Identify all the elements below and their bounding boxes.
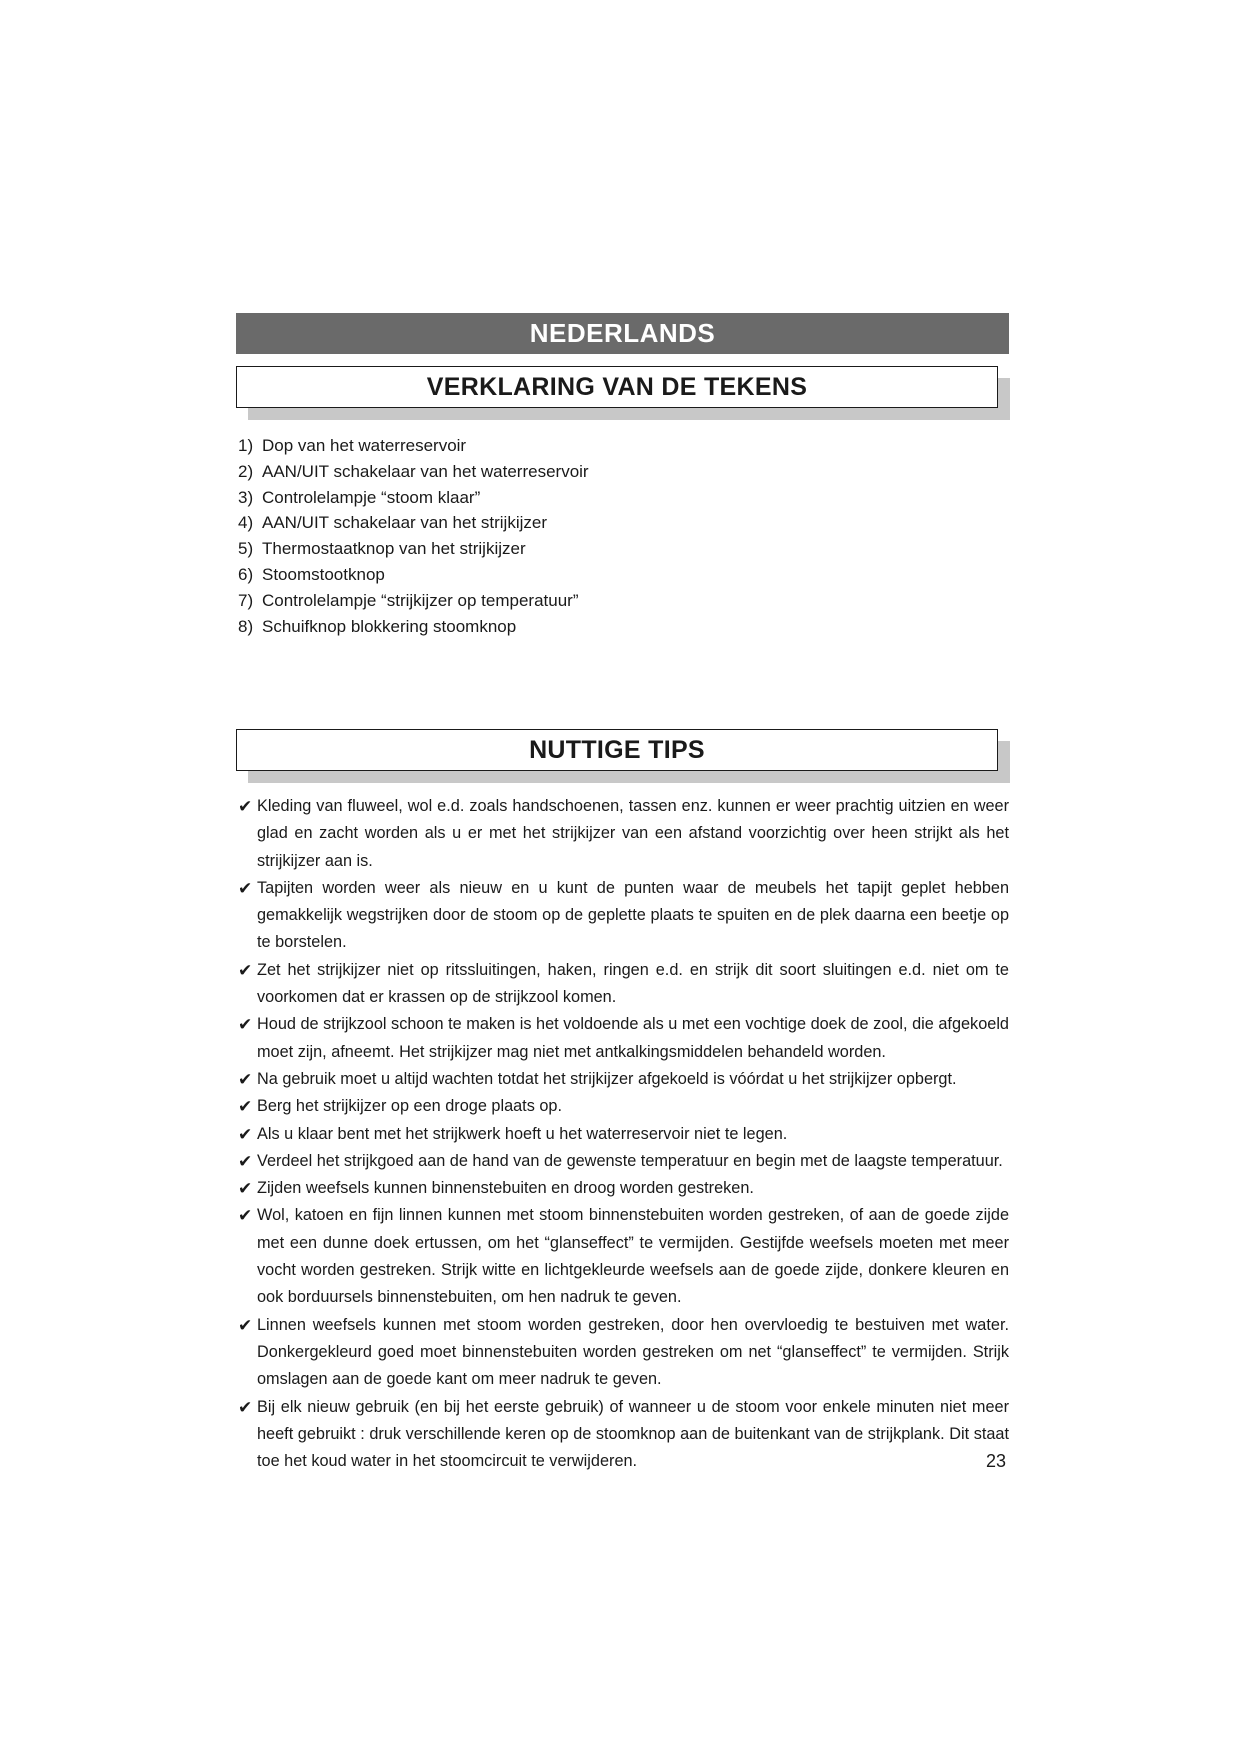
- symbol-item: [238, 588, 589, 614]
- symbol-number: 7): [238, 590, 254, 610]
- tip-item: [238, 1121, 1009, 1148]
- tip-text: Na gebruik moet u altijd wachten totdat het strijkijzer afgekoeld is vóórdat u het strijkijzer opbergt.: [257, 1069, 957, 1088]
- tips-heading-title: NUTTIGE TIPS: [236, 729, 998, 771]
- symbol-item: [238, 562, 589, 588]
- check-mark-icon: ✔: [238, 1015, 253, 1035]
- tip-item: [238, 1066, 1009, 1093]
- symbol-number: 1): [238, 436, 254, 455]
- symbol-number: 6): [238, 564, 254, 584]
- tip-text: Kleding van fluweel, wol e.d. zoals handschoenen, tassen enz. kunnen er weer prachtig uitzien en weer glad en zacht worden als u er met het strijkijzer van een afstand voorzichtig over heen strijkt als het strijkijzer aan is.: [257, 797, 1009, 870]
- tip-item: [238, 957, 1009, 1012]
- symbol-number: 8): [238, 616, 254, 636]
- tip-text: Linnen weefsels kunnen met stoom worden gestreken, door hen overvloedig te bestuiven met water. Donkergekleurd goed moet binnenstebuiten worden gestreken om net “glanseffect” te vermijden. Strijk omslagen aan de goede kant om meer nadruk te geven.: [257, 1315, 1009, 1389]
- tip-text: Houd de strijkzool schoon te maken is het voldoende als u met een vochtige doek de zool, die afgekoeld moet zijn, afneemt. Het strijkijzer mag niet met antkalkingsmiddelen behandeld worden.: [257, 1015, 1009, 1061]
- symbol-label: Thermostaatknop van het strijkijzer: [262, 539, 526, 559]
- check-mark-icon: ✔: [238, 1179, 253, 1199]
- symbols-list: [238, 433, 589, 639]
- tips-heading: [236, 729, 998, 771]
- tip-item: [238, 1394, 1009, 1476]
- symbol-label: Controlelampje “stoom klaar”: [262, 487, 481, 507]
- check-mark-icon: ✔: [238, 960, 253, 980]
- symbols-heading: [236, 366, 998, 408]
- language-banner: NEDERLANDS: [236, 313, 1009, 354]
- tip-item: [238, 793, 1009, 875]
- check-mark-icon: ✔: [238, 1069, 253, 1089]
- tip-text: Zijden weefsels kunnen binnenstebuiten en droog worden gestreken.: [257, 1179, 754, 1198]
- tip-text: Verdeel het strijkgoed aan de hand van de gewenste temperatuur en begin met de laagste temperatuur.: [257, 1151, 1003, 1170]
- page-number: 23: [986, 1451, 1007, 1471]
- check-mark-icon: ✔: [238, 1315, 253, 1335]
- symbol-label: Stoomstootknop: [262, 564, 385, 584]
- tip-text: Als u klaar bent met het strijkwerk hoeft u het waterreservoir niet te legen.: [257, 1124, 788, 1143]
- symbol-label: AAN/UIT schakelaar van het strijkijzer: [262, 513, 548, 533]
- tip-text: Bij elk nieuw gebruik (en bij het eerste gebruik) of wanneer u de stoom voor enkele minuten niet meer heeft gebruikt : druk verschillende keren op de stoomknop aan de buitenkant van de strijkplank. Dit staat toe het koud water in het stoomcircuit te verwijderen.: [257, 1397, 1009, 1471]
- symbol-number: 5): [238, 539, 254, 559]
- symbol-number: 2): [238, 461, 254, 481]
- tip-item: [238, 875, 1009, 957]
- check-mark-icon: ✔: [238, 1097, 253, 1117]
- symbol-label: Controlelampje “strijkijzer op temperatuur”: [262, 590, 579, 610]
- tip-text: Wol, katoen en fijn linnen kunnen met stoom binnenstebuiten worden gestreken, of aan de goede zijde met een dunne doek ertussen, om het “glanseffect” te vermijden. Gestijfde weefsels moeten met meer vocht worden gestreken. Strijk witte en lichtgekleurde weefsels aan de goede zijde, donkere kleuren en ook borduursels binnenstebuiten, om hen nadruk te geven.: [257, 1206, 1009, 1307]
- tip-item: [238, 1011, 1009, 1066]
- check-mark-icon: ✔: [238, 878, 253, 898]
- check-mark-icon: ✔: [238, 797, 253, 816]
- symbol-label: Schuifknop blokkering stoomknop: [262, 616, 517, 636]
- tip-item: [238, 1148, 1009, 1175]
- check-mark-icon: ✔: [238, 1151, 253, 1171]
- tip-item: [238, 1093, 1009, 1120]
- symbol-item: [238, 433, 589, 459]
- tip-item: [238, 1312, 1009, 1394]
- symbol-number: 3): [238, 487, 254, 507]
- tip-item: [238, 1175, 1009, 1202]
- tip-text: Berg het strijkijzer op een droge plaats op.: [257, 1097, 562, 1116]
- tip-item: [238, 1202, 1009, 1311]
- symbol-label: Dop van het waterreservoir: [262, 436, 467, 455]
- tips-list: [238, 793, 1009, 1475]
- symbol-number: 4): [238, 513, 254, 533]
- symbol-label: AAN/UIT schakelaar van het waterreservoir: [262, 461, 589, 481]
- symbol-item: [238, 614, 589, 640]
- symbol-item: [238, 536, 589, 562]
- symbol-item: [238, 510, 589, 536]
- symbols-heading-title: VERKLARING VAN DE TEKENS: [236, 366, 998, 408]
- check-mark-icon: ✔: [238, 1206, 253, 1226]
- tip-text: Zet het strijkijzer niet op ritssluitingen, haken, ringen e.d. en strijk dit soort sluitingen e.d. niet om te voorkomen dat er krassen op de strijkzool komen.: [257, 960, 1009, 1007]
- symbol-item: [238, 459, 589, 485]
- check-mark-icon: ✔: [238, 1397, 253, 1417]
- tip-text: Tapijten worden weer als nieuw en u kunt de punten waar de meubels het tapijt geplet hebben gemakkelijk wegstrijken door de stoom op de geplette plaats te spuiten en de plek daarna een beetje op te borstelen.: [257, 878, 1009, 952]
- check-mark-icon: ✔: [238, 1124, 253, 1144]
- symbol-item: [238, 485, 589, 511]
